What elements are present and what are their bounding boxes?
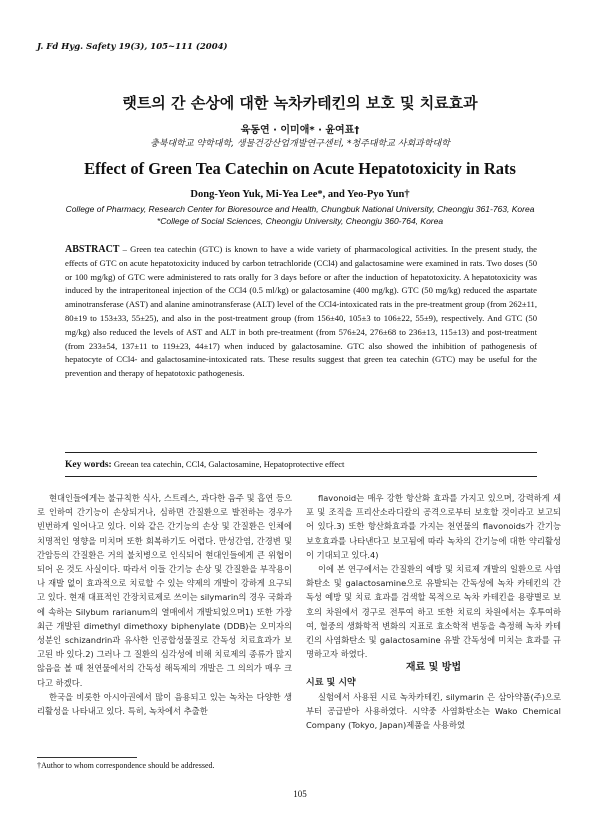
english-affiliations	[0, 203, 600, 227]
english-authors: Dong-Yeon Yuk, Mi-Yea Lee*, and Yeo-Pyo Yun†	[190, 189, 410, 200]
keywords-label: Key words:	[65, 460, 112, 470]
affiliation-line-2: *College of Social Sciences, Cheongju University, Cheongju 360-764, Korea	[156, 216, 444, 226]
abstract-label: ABSTRACT	[65, 244, 120, 255]
journal-citation: J. Fd Hyg. Safety 19(3), 105~111 (2004)	[37, 42, 228, 52]
intro-paragraph-2: 한국을 비롯한 아시아권에서 많이 음용되고 있는 녹차는 다양한 생리활성을 나타내고 있다. 특히, 녹차에서 추출한	[37, 691, 292, 717]
left-column	[37, 491, 292, 718]
footnote: †Author to whom correspondence should be addressed.	[37, 761, 215, 770]
keywords	[65, 459, 344, 470]
abstract-rule	[65, 452, 537, 453]
section-title-methods: 재료 및 방법	[405, 662, 462, 674]
intro-paragraph-4: 이에 본 연구에서는 간질환의 예방 및 치료제 개발의 일환으로 사염화탄소 및 galactosamine으로 유발되는 간독성에 녹차 카테킨의 간독성 예방 및 치료 효과를 검색할 목적으로 녹차 카테킨을 용량별로 보호의 차원에서 경구로 전투여 하고 또한 치료의 차원에서는 후투여하여, 혈중의 생화학적 변화의 지표로 효소학적 변동을 측정해 녹차 카테킨의 사염화탄소 및 galactosamine 유발 간독성에 미치는 효과를 규명하고자 하였다.	[306, 564, 561, 660]
intro-paragraph-3: flavonoid는 매우 강한 항산화 효과를 가지고 있으며, 강력하게 세포 및 조직을 프리산소라디칼의 공격으로부터 보호할 것이라고 보고되어 있다.3) 또한 항산화효과를 가지는 천연물의 flavonoids가 간기능보호효과를 나타낸다고 보고됨에 따라 녹차의 간기능에 대한 약리활성이 기대되고 있다.4)	[306, 493, 561, 560]
footnote-rule	[37, 757, 137, 758]
keywords-text: Greean tea catechin, CCl4, Galactosamine, Hepatoprotective effect	[113, 459, 345, 469]
korean-affiliations: 충북대학교 약학대학, 생물건강산업개발연구센터, *청주대학교 사회과학대학	[150, 139, 450, 149]
intro-paragraph-1: 현대인들에게는 불규칙한 식사, 스트레스, 과다한 음주 및 흡연 등으로 인하여 간기능이 손상되거나, 심하면 간질환으로 발전하는 경우가 빈번하게 일어나고 있다. 이와 같은 간기능의 손상 및 간질환은 인체에 치명적인 영향을 미치며 또한 회복하기도 어렵다. 만성간염, 간경변 및 간암등의 간질환은 거의 불치병으로 인식되어 현대인들에게 큰 위협이 되어 온 것도 사실이다. 따라서 이들 간기능 손상 및 간질환을 부작용이나 재발 없이 효과적으로 치료할 수 있는 약제의 개발이 강하게 요구되고 있다. 현재 대표적인 간장치료제로 쓰이는 silymarin의 경우 국화과에 속하는 Silybum rarianum의 열매에서 개발되었으며1) 또한 가장 최근 개발된 dimethyl dimethoxy biphenylate (DDB)는 오미자의 성분인 schizandrin과 유사한 인공합성물질로 간독성 치료효과가 보고된 바 있다.2) 그러나 그 질환의 심각성에 비해 치료제의 종류가 많지 않음을 볼 때 천연물에서의 간독성 해독제의 개발은 그 의의가 매우 크다고 하겠다.	[37, 493, 292, 688]
keywords-rule	[65, 476, 537, 477]
abstract	[65, 243, 537, 381]
right-column	[306, 491, 561, 732]
subsection-title-materials: 시료 및 시약	[306, 677, 356, 688]
page-number: 105	[293, 789, 307, 799]
korean-title: 랫트의 간 손상에 대한 녹차카테킨의 보호 및 치료효과	[122, 94, 478, 112]
korean-authors: 육동연 · 이미애* · 윤여표†	[240, 125, 360, 136]
english-title: Effect of Green Tea Catechin on Acute Hepatotoxicity in Rats	[84, 159, 516, 178]
abstract-text: – Green tea catechin (GTC) is known to have a wide variety of pharmacological activities. In the present study, the effects of GTC on acute hepatotoxicity induced by carbon tetrachloride (CCl4) and galactosamine were examined in rats. Two doses (50 or 100 mg/kg) of GTC were administered to rats orally for 3 days before or after the induction of hepatotoxicity. A hepatotoxicity was induced by the intraperitoneal injection of the CCl4 (0.5 ml/kg) or galactosamine (400 mg/kg). GTC (50 mg/kg) reduced the aspartate aminotransferase (AST) and alanine aminotransferase (ALT) level of the CCl4-intoxicated rats in the pre-treatment group (from 262±11, 80±19 to 153±33, 55±25), and also in the post-treatment group (from 156±40, 105±3 to 106±22, 55±9), respectively. And GTC (50 mg/kg) also reduced the levels of AST and ALT in both pre-treatment (from 576±24, 276±68 to 236±13, 115±13) and post-treatment (from 233±54, 137±11 to 119±23, 44±17) when induced by galactosamine. GTC also showed the inhibition of pathogenesis of hepatocyte of CCl4- and galactosamine-intoxicated rats. These results suggest that green tea catechin (GTC) may be useful for the prevention and therapy of hepatotoxic pathogenesis.	[65, 244, 538, 379]
affiliation-line-1: College of Pharmacy, Research Center for Bioresource and Health, Chungbuk National University, Cheongju 361-763, Korea	[65, 204, 535, 214]
methods-paragraph-1: 실험에서 사용된 시료 녹차카테킨, silymarin 은 삼아약품(주)으로부터 공급받아 사용하였다. 시약중 사염화탄소는 Wako Chemical Company (Tokyo, Japan)제품을 사용하였	[306, 691, 561, 731]
